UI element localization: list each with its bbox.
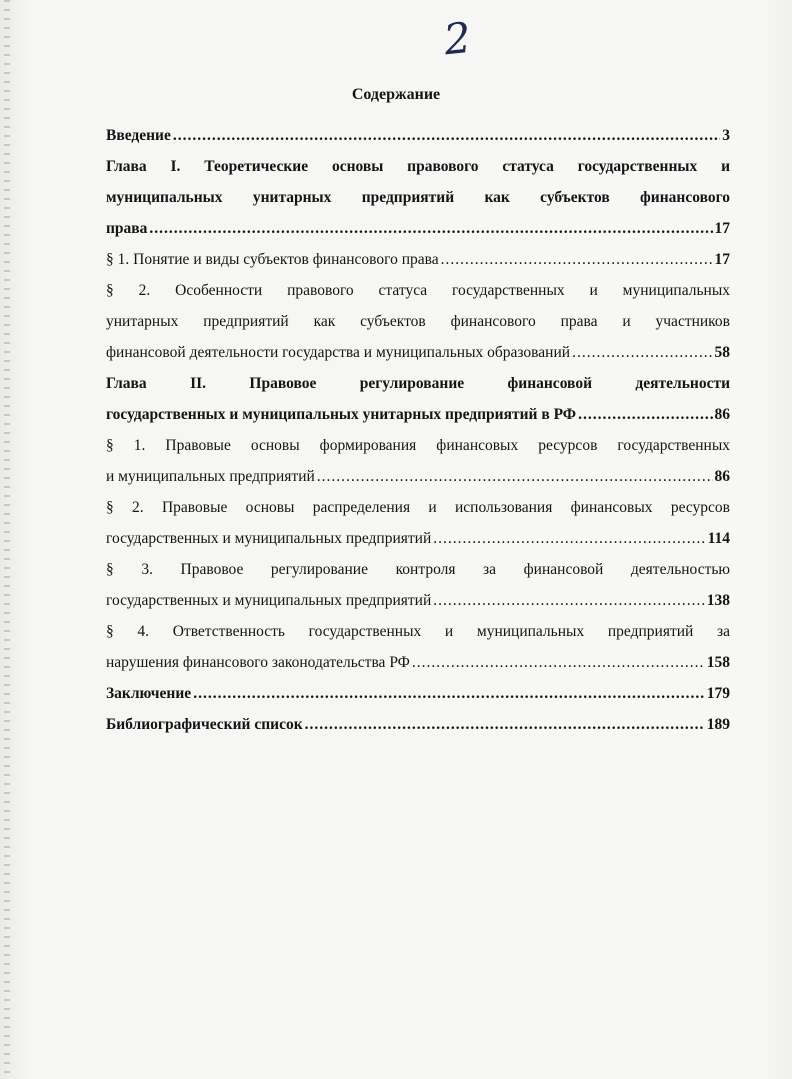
toc-page-number: 17: [714, 220, 730, 237]
toc-entry-chapter-2[interactable]: [106, 368, 730, 430]
toc-entry-text: Глава I. Теоретические основы правового статуса государственных и: [106, 158, 730, 175]
toc-entry-chapter-1[interactable]: [106, 151, 730, 244]
leader-dots: [149, 213, 712, 244]
toc-entry-conclusion[interactable]: [106, 678, 730, 709]
toc-entry-section-1-2[interactable]: [106, 275, 730, 368]
toc-entry-text: Библиографический список: [106, 716, 303, 733]
toc-page-number: 17: [714, 251, 730, 268]
leader-dots: [433, 523, 705, 554]
leader-dots: [173, 120, 720, 151]
toc-entry-text: § 1. Правовые основы формирования финансовых ресурсов государственных: [106, 437, 730, 454]
toc-page-number: 179: [706, 685, 730, 702]
toc-title: Содержание: [351, 86, 441, 103]
leader-dots: [317, 461, 713, 492]
leader-dots: [193, 678, 705, 709]
leader-dots: [572, 337, 712, 368]
leader-dots: [578, 399, 712, 430]
toc-page-number: 158: [706, 654, 730, 671]
toc-page-number: 86: [714, 406, 730, 423]
toc-entry-section-2-1[interactable]: [106, 430, 730, 492]
toc-page-number: 3: [722, 127, 730, 144]
toc-page-number: 58: [714, 344, 730, 361]
toc-entry-bibliography[interactable]: [106, 709, 730, 740]
toc-entry-text: нарушения финансового законодательства РФ: [106, 654, 410, 671]
toc-page-number: 189: [706, 716, 730, 733]
toc-entry-text: финансовой деятельности государства и муниципальных образований: [106, 344, 571, 361]
toc-entry-text: § 1. Понятие и виды субъектов финансового права: [106, 251, 439, 268]
toc-entry-text: § 3. Правовое регулирование контроля за финансовой деятельностью: [106, 561, 730, 578]
table-of-contents: [106, 120, 730, 740]
scan-edge: [4, 0, 10, 1079]
handwritten-page-number: 2: [441, 12, 474, 65]
toc-entry-text: права: [106, 220, 148, 237]
toc-entry-text: Заключение: [106, 685, 192, 702]
toc-entry-text: Глава II. Правовое регулирование финансовой деятельности: [106, 375, 730, 392]
toc-entry-section-2-2[interactable]: [106, 492, 730, 554]
toc-page-number: 138: [706, 592, 730, 609]
toc-entry-section-1-1[interactable]: [106, 244, 730, 275]
toc-entry-text: § 2. Правовые основы распределения и использования финансовых ресурсов: [106, 499, 730, 516]
toc-entry-text: § 2. Особенности правового статуса государственных и муниципальных: [106, 282, 730, 299]
toc-entry-section-2-3[interactable]: [106, 554, 730, 616]
toc-entry-introduction[interactable]: [106, 120, 730, 151]
toc-page-number: 114: [707, 530, 730, 547]
leader-dots: [441, 244, 713, 275]
toc-entry-text: и муниципальных предприятий: [106, 468, 315, 485]
toc-entry-text: Введение: [106, 127, 171, 144]
leader-dots: [412, 647, 705, 678]
toc-page-number: 86: [714, 468, 730, 485]
toc-entry-text: государственных и муниципальных предприятий: [106, 530, 432, 547]
toc-entry-text: муниципальных унитарных предприятий как субъектов финансового: [106, 189, 730, 206]
leader-dots: [433, 585, 704, 616]
toc-entry-text: унитарных предприятий как субъектов финансового права и участников: [106, 313, 730, 330]
toc-entry-text: государственных и муниципальных предприятий: [106, 592, 432, 609]
toc-entry-section-2-4[interactable]: [106, 616, 730, 678]
toc-entry-text: § 4. Ответственность государственных и муниципальных предприятий за: [106, 623, 730, 640]
leader-dots: [305, 709, 705, 740]
toc-entry-text: государственных и муниципальных унитарных предприятий в РФ: [106, 406, 577, 423]
